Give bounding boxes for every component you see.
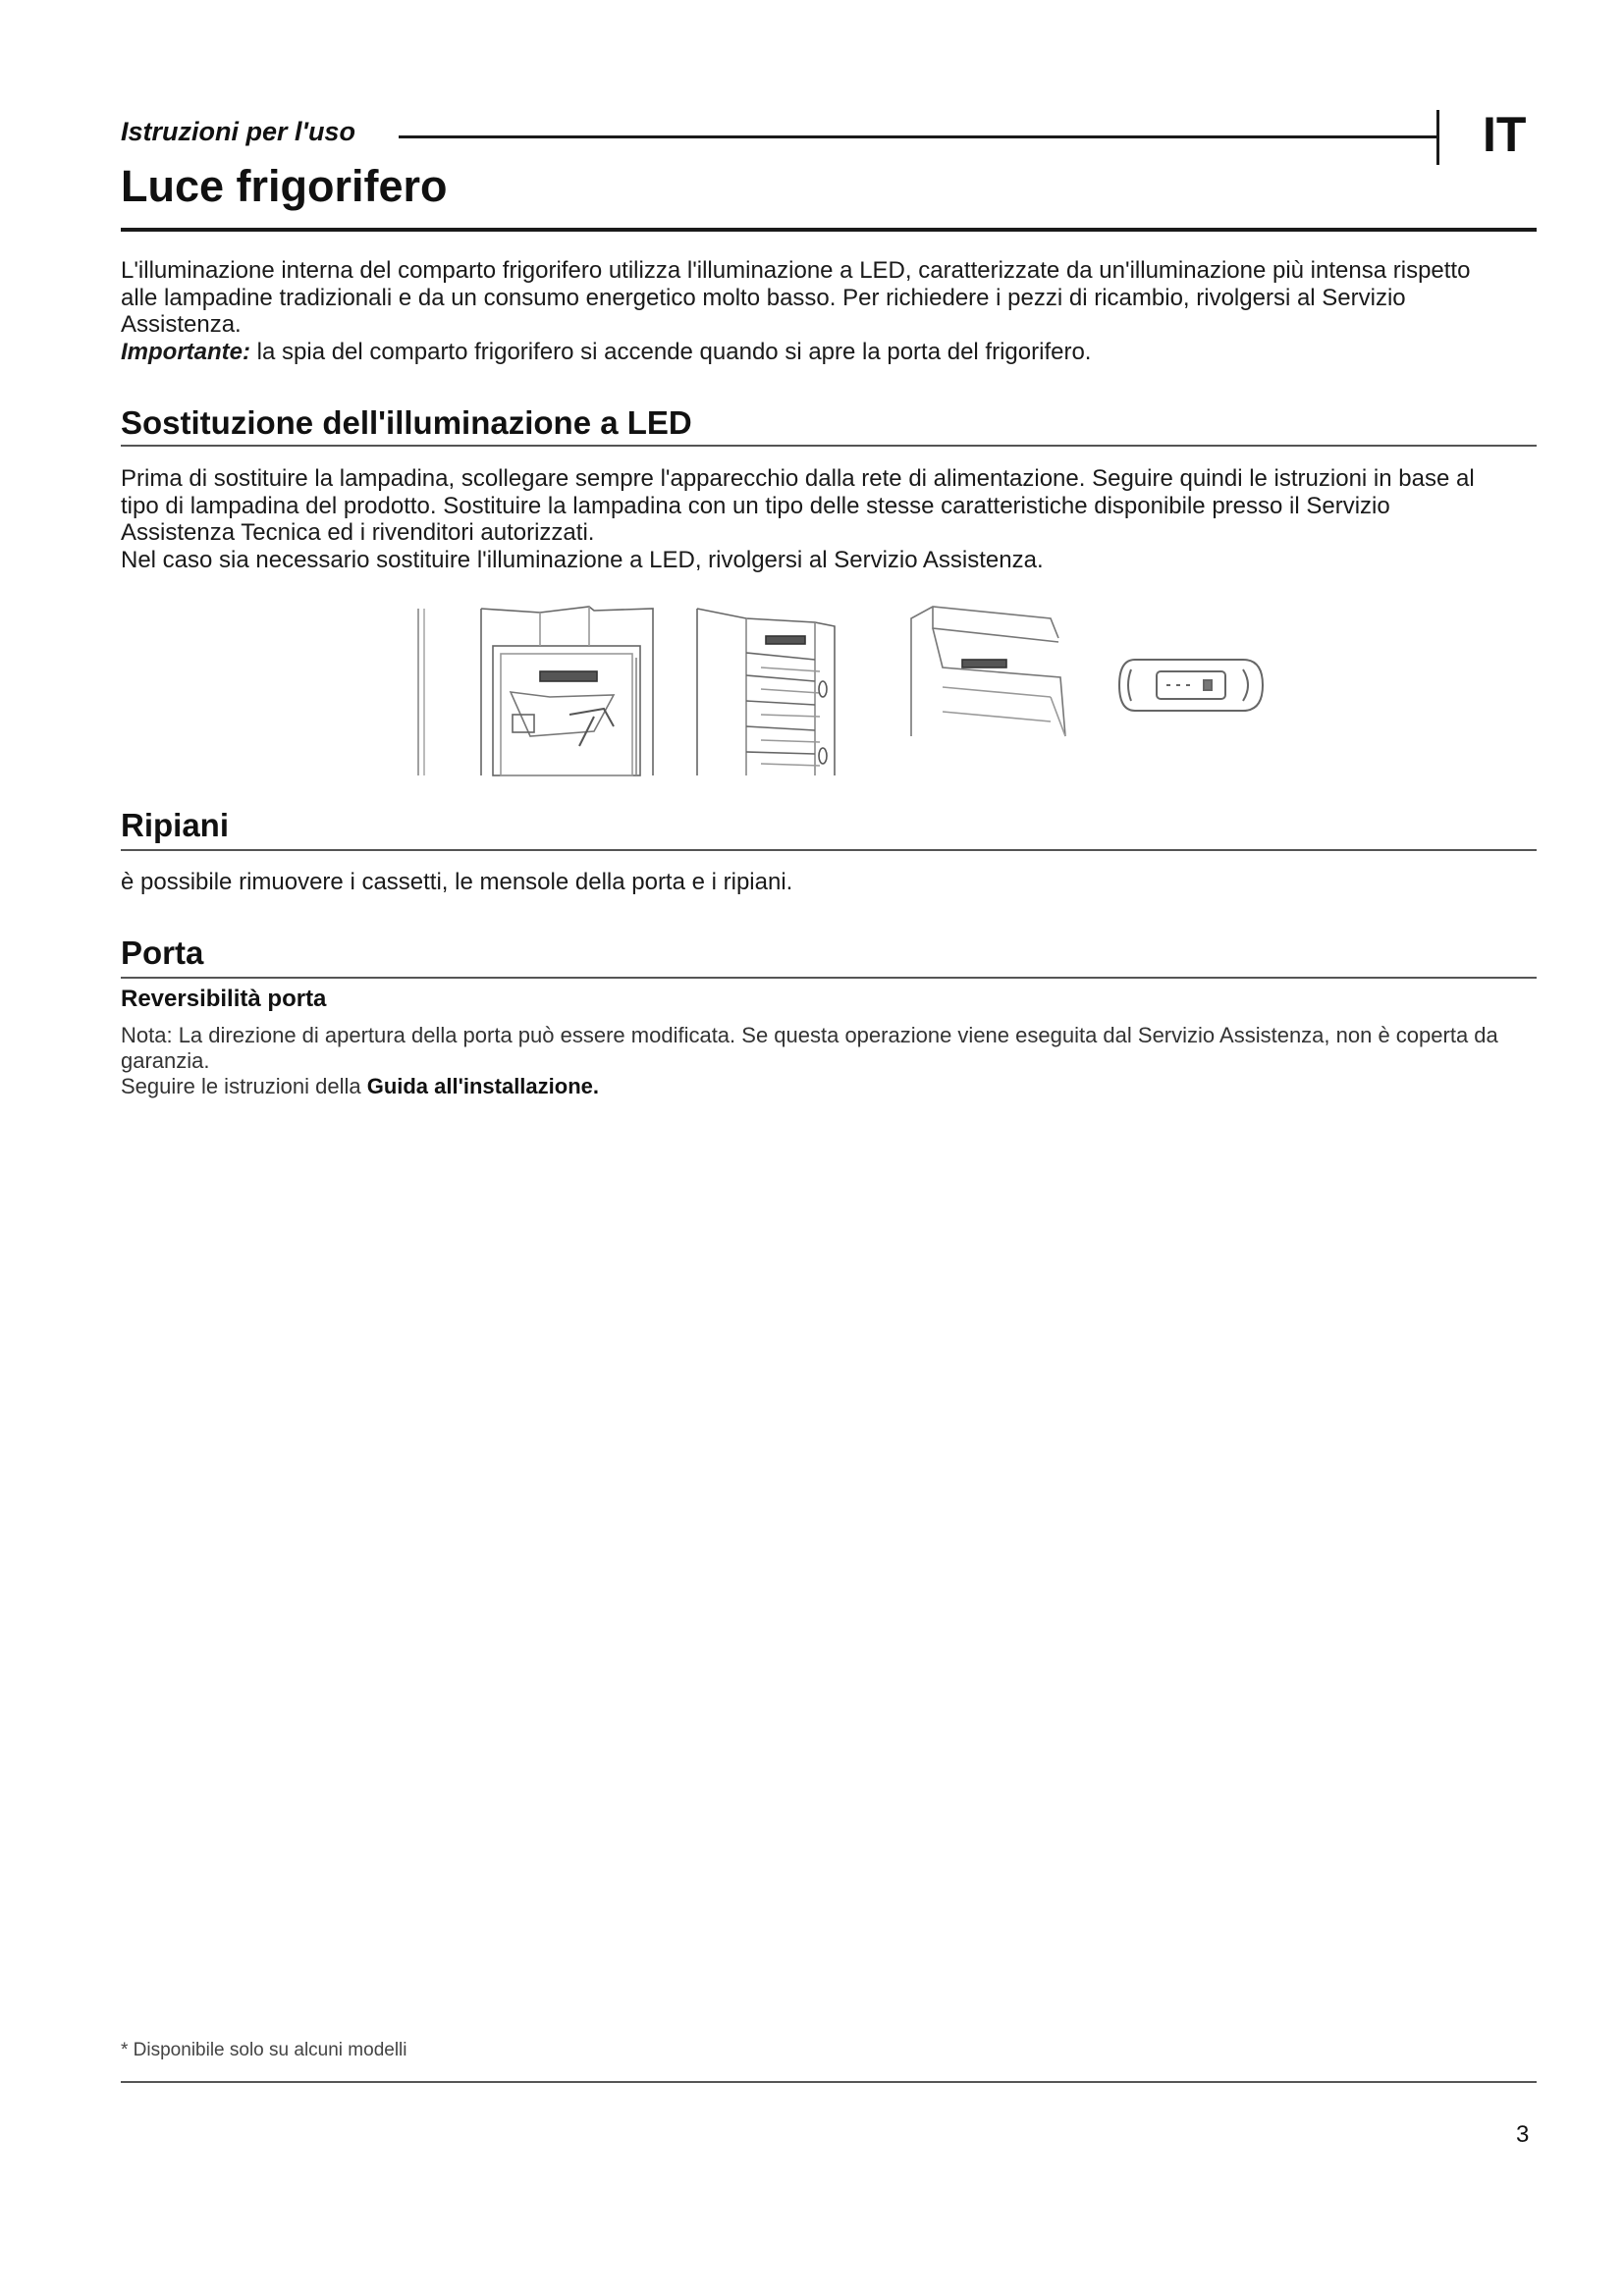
footnote: * Disponibile solo su alcuni modelli	[121, 2040, 407, 2060]
led-text-1: Prima di sostituire la lampadina, scollegare sempre l'apparecchio dalla rete di alimentazione. Seguire quindi le istruzioni in base al tipo di lampadina del prodotto. Sostituire la lampadina con un tipo delle stesse caratteristiche disponibile presso il Servizio Assistenza Tecnica ed i rivenditori autorizzati.	[121, 465, 1475, 546]
section-title-door: Porta	[121, 934, 204, 971]
door-note: Nota: La direzione di apertura della porta può essere modificata. Se questa operazione viene eseguita dal Servizio Assistenza, non è coperta da garanzia.	[121, 1023, 1498, 1073]
door-follow-instructions	[121, 1074, 1505, 1099]
footer-rule	[121, 2081, 1537, 2083]
section-rule-door	[121, 977, 1537, 979]
led-module-icon	[1115, 656, 1268, 715]
page-title: Luce frigorifero	[121, 161, 448, 211]
installation-guide-reference: Guida all'installazione.	[366, 1074, 599, 1098]
door-reversibility-title: Reversibilità porta	[121, 986, 327, 1012]
led-paragraph	[121, 465, 1505, 573]
header-rule-end-tick	[1436, 110, 1439, 165]
important-note	[121, 339, 1505, 366]
door-note-block	[121, 1023, 1505, 1099]
intro-paragraph	[121, 257, 1505, 365]
important-label: Importante:	[121, 338, 250, 365]
important-text: la spia del comparto frigorifero si accende quando si apre la porta del frigorifero.	[250, 338, 1092, 365]
shelves-text: è possibile rimuovere i cassetti, le mensole della porta e i ripiani.	[121, 869, 793, 895]
page-number: 3	[1516, 2121, 1530, 2148]
language-code: IT	[1483, 107, 1527, 162]
led-detail-illustration	[903, 599, 1070, 741]
intro-text: L'illuminazione interna del comparto frigorifero utilizza l'illuminazione a LED, caratterizzate da un'illuminazione più intensa rispetto alle lampadine tradizionali e da un consumo energetico molto basso. Per richiedere i pezzi di ricambio, rivolgersi al Servizio Assistenza.	[121, 257, 1471, 338]
led-text-2: Nel caso sia necessario sostituire l'illuminazione a LED, rivolgersi al Servizio Assistenza.	[121, 546, 1044, 573]
section-rule-led	[121, 445, 1537, 447]
section-title-shelves: Ripiani	[121, 807, 230, 843]
fridge-interior-illustration	[412, 599, 854, 780]
section-title-led: Sostituzione dell'illuminazione a LED	[121, 404, 692, 441]
header-rule	[399, 135, 1439, 138]
door-follow-prefix: Seguire le istruzioni della	[121, 1074, 367, 1098]
title-rule	[121, 228, 1537, 232]
section-rule-shelves	[121, 849, 1537, 851]
document-header-title: Istruzioni per l'uso	[121, 117, 355, 146]
